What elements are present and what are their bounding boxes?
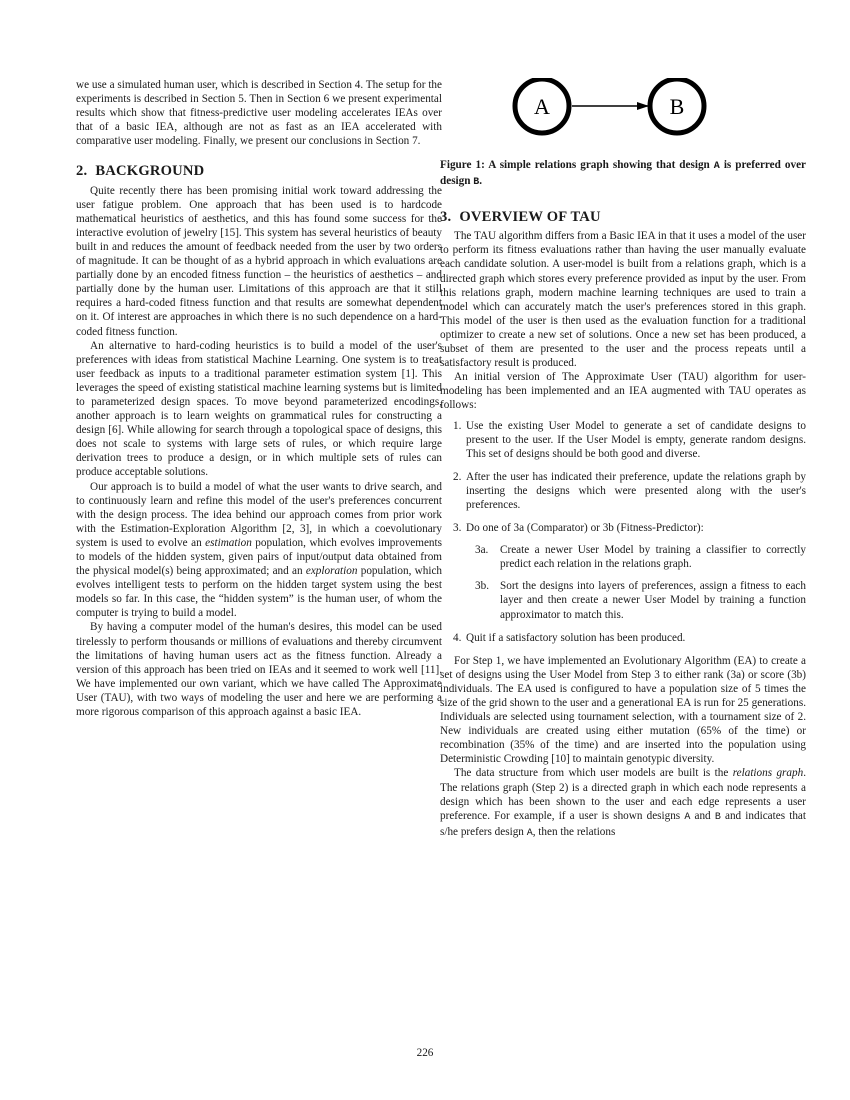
step-number: 3. <box>453 522 462 535</box>
relations-graph-diagram <box>500 78 750 150</box>
right-column <box>440 78 806 841</box>
text-run: and <box>690 809 715 822</box>
node-b-label: B <box>669 94 685 119</box>
intro-paragraph: we use a simulated human user, which is described in Section 4. The setup for the experiments is described in Section 5. Then in Section 6 we present experimental results which show that fitness-predictive user modeling accelerates IEAs over that of a basic IEA, although are not as fast as an IEA accelerated with comparative user modeling. Finally, we present our conclusions in Section 7. <box>76 79 442 148</box>
text-run: . The relations graph (Step 2) is a directed graph in which each node represents a design which has been shown to the user and each edge represents a user preference. For example, if a user is shown designs <box>440 767 806 822</box>
text-run: and indicates that s/he prefers design <box>440 809 806 838</box>
section-title: BACKGROUND <box>95 163 205 180</box>
tau-paragraph-4 <box>440 766 806 840</box>
code-design-b: B <box>714 811 721 823</box>
list-item <box>440 631 806 645</box>
italic-term-exploration: exploration <box>305 565 358 578</box>
left-column <box>76 78 442 719</box>
section-number: 2. <box>76 163 88 180</box>
section-3-heading <box>440 210 806 224</box>
tau-paragraph-1: The TAU algorithm differs from a Basic IEA in that it uses a model of the user to perform its fitness evaluations rather than having the user manually evaluate each candidate solution. A user-model is built from a relations graph, which is a directed graph which stores every preference provided as input by the user. From this relations graph, modern machine learning techniques are used to train a model which can accurately match the user's preferences stored in this graph. This model of the user is then used as the evaluation function for a traditional optimizer to create a new set of solutions. Once a new set has been produced, a subset of them are presented to the user and the process repeats until a satisfactory result is produced. <box>440 230 806 370</box>
step-number: 1. <box>453 419 462 432</box>
list-item <box>466 543 806 571</box>
text-run: The data structure from which user models are built is the <box>454 767 733 780</box>
list-item <box>440 419 806 461</box>
step-number: 2. <box>453 470 462 483</box>
text-run: population, which evolves intelligent tests to perform on the hidden target system using the best models so far. In this case, the “hidden system” is the human user, of whom the computer is trying to build a model. <box>76 565 442 620</box>
text-run: Our approach is to build a model of what the user wants to drive search, and to continuously learn and refine this model of the user's preferences concurrent with the design process. The idea behind our approach comes from prior work with the Estimation-Exploration Algorithm [2, 3], in which a coevolutionary system is used to evolve an <box>76 480 442 549</box>
tau-paragraph-2: An initial version of The Approximate User (TAU) algorithm for user-modeling has been implemented and an IEA augmented with TAU operates as follows: <box>440 371 806 412</box>
algorithm-substeps-list <box>466 543 806 621</box>
code-design-a: A <box>684 811 691 823</box>
text-run: Figure 1: A simple relations graph showing that design <box>440 159 714 171</box>
tau-paragraph-3: For Step 1, we have implemented an Evolutionary Algorithm (EA) to create a set of designs using the User Model from Step 3 to either rank (3a) or score (3b) individuals. The EA used is configured to have a population size of 5 times the size of the grid shown to the user and a generational EA is run for 25 generations. Individuals are selected using tournament selection, with a tournament size of 2. New individuals are created using either mutation (65% of the time) or recombination (35% of the time) and are inserted into the population using Deterministic Crowding [10] to maintain genotypic diversity. <box>440 654 806 766</box>
list-item <box>466 579 806 621</box>
page-number: 226 <box>416 1047 434 1059</box>
code-design-b: B <box>473 177 480 189</box>
substep-text: Sort the designs into layers of preferences, assign a fitness to each layer and then create a newer User Model by training a function approximator to match this. <box>500 580 806 621</box>
step-number: 4. <box>453 631 462 644</box>
background-paragraph-3 <box>76 480 442 621</box>
background-paragraph-4: By having a computer model of the human's desires, this model can be used tirelessly to perform thousands or millions of evaluations and thereby circumvent the limitations of having human users act as the fitness function. Already a version of this approach has been tried on IEAs and it seemed to work well [11]. We have implemented our own variant, which we have called The Approximate User (TAU), with two ways of modeling the user and here we are performing a more rigorous comparison of this approach against a basic IEA. <box>76 621 442 719</box>
substep-text: Create a newer User Model by training a classifier to correctly predict each relation in the relations graph. <box>500 544 806 571</box>
substep-number: 3a. <box>475 544 489 557</box>
italic-term-estimation: estimation <box>205 536 252 549</box>
section-title: OVERVIEW OF TAU <box>459 209 601 226</box>
figure-1-caption <box>440 158 806 190</box>
background-paragraph-2: An alternative to hard-coding heuristics is to build a model of the user's preferences with ideas from statistical Machine Learning. One system is to treat user feedback as inputs to a traditional parameter estimation system [1]. This leverages the speed of existing statistical machine learning systems but is limited to parameterized design spaces. To move beyond parameterized encodings, another approach is to learn weights on grammatical rules for constructing a design [6]. While allowing for search through a topological space of designs, this does not scale to systems with large sets of rules, or which require large derivation trees to produce a design, or in which multiple sets of rules can produce acceptable solutions. <box>76 339 442 479</box>
step-text: Use the existing User Model to generate a set of candidate designs to present to the user. If the User Model is empty, generate random designs. This set of designs should be both good and diverse. <box>466 419 806 460</box>
text-run: . <box>479 175 483 188</box>
text-run: is preferred over design <box>440 159 806 188</box>
background-paragraph-1: Quite recently there has been promising initial work toward addressing the user fatigue problem. One approach that has been used is to hardcode mathematical heuristics of aesthetics, and this has found some success for the interactive evolution of jewelry [15]. This system has several heuristics of beauty built in and reduces the amount of feedback needed from the user by two orders of magnitude. It can be thought of as a hybrid approach in which evaluations are partially done by an encoded fitness function – the heuristics of aesthetics – and partially done by the human user. Limitations of this approach are that it still requires a hard-coded fitness function and that results are somewhat dependent on it. Of interest are approaches in which there is no such dependence on a hard-coded fitness function. <box>76 184 442 338</box>
figure-1 <box>440 78 806 150</box>
substep-number: 3b. <box>475 580 489 593</box>
step-text: Quit if a satisfactory solution has been produced. <box>466 631 686 644</box>
section-2-heading <box>76 164 442 178</box>
code-design-a: A <box>526 827 533 839</box>
code-design-a: A <box>713 161 720 172</box>
node-a-label: A <box>534 94 550 119</box>
text-run: , then the relations <box>532 825 616 838</box>
algorithm-steps-list <box>440 419 806 645</box>
list-item <box>440 470 806 512</box>
text-run: population, which evolves improvements to models of the hidden system, given pairs of input/output data obtained from the physical model(s) being approximated; and an <box>76 536 442 578</box>
section-number: 3. <box>440 209 452 226</box>
list-item <box>440 521 806 622</box>
step-text: After the user has indicated their preference, update the relations graph by inserting the designs which were presented along with the user's preferences. <box>466 470 806 511</box>
step-text: Do one of 3a (Comparator) or 3b (Fitness-Predictor): <box>466 522 704 535</box>
italic-term-relations-graph: relations graph <box>732 767 804 780</box>
